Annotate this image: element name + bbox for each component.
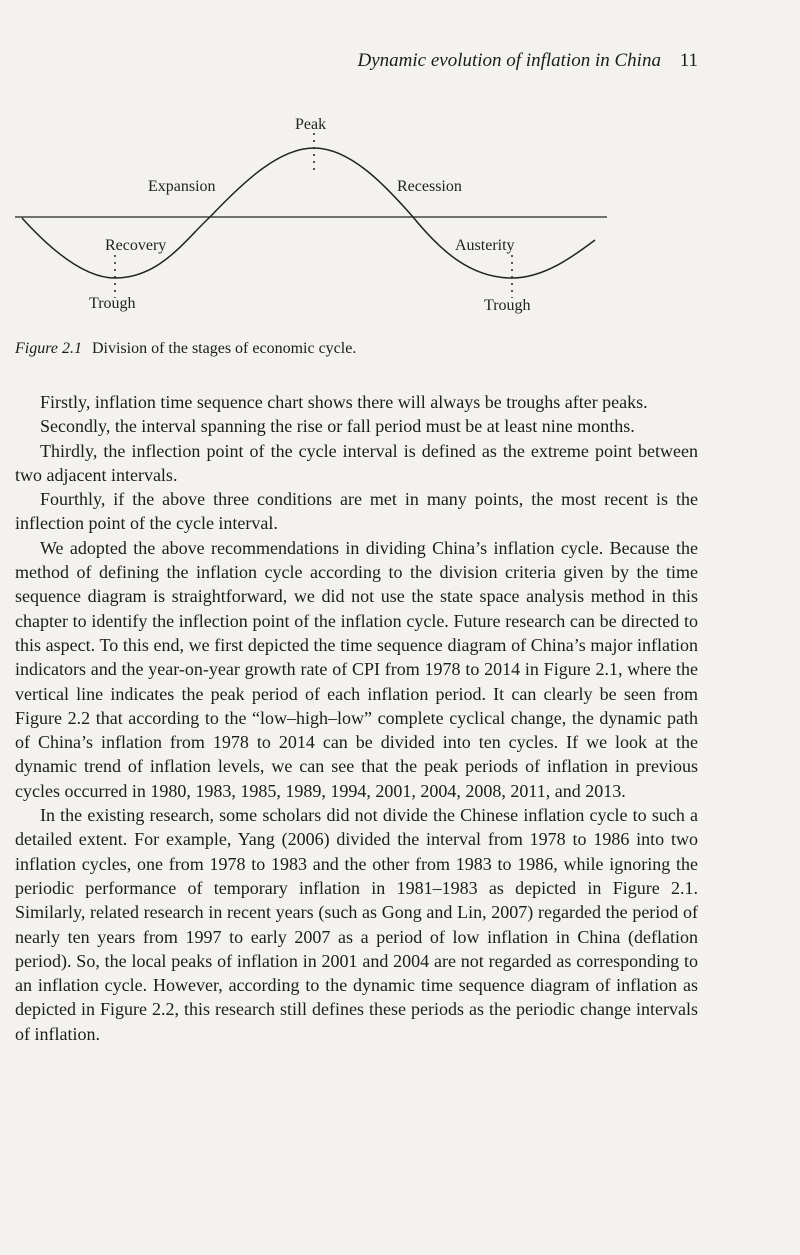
paragraph-3: Thirdly, the inflection point of the cycle interval is defined as the extreme point between two adjacent intervals. [15,440,698,485]
paragraph-4: Fourthly, if the above three conditions are met in many points, the most recent is the inflection point of the cycle interval. [15,489,698,534]
running-header [358,50,699,72]
figure-caption-text: Division of the stages of economic cycle. [91,340,357,357]
paragraph-1: Firstly, inflation time sequence chart shows there will always be troughs after peaks. [40,392,648,412]
running-title: Dynamic evolution of inflation in China [357,50,661,71]
economic-cycle-figure [0,100,800,330]
peak-label: Peak [295,116,327,133]
austerity-label: Austerity [455,237,515,254]
figure-caption [15,340,356,358]
paragraph-6: In the existing research, some scholars did not divide the Chinese inflation cycle to such a detailed extent. For example, Yang (2006) divided the interval from 1978 to 1986 into two inflation cycles, one from 1978 to 1983 and the other from 1983 to 1986, while ignoring the periodic performance of temporary inflation in 1981–1983 as depicted in Figure 2.1. Similarly, related research in recent years (such as Gong and Lin, 2007) regarded the period of nearly ten years from 1997 to early 2007 as a period of low inflation in China (deflation period). So, the local peaks of inflation in 2001 and 2004 are not regarded as corresponding to an inflation cycle. However, according to the dynamic time sequence diagram of inflation as depicted in Figure 2.2, this research still defines these periods as the periodic change intervals of inflation. [15,805,698,1044]
recession-label: Recession [397,178,462,195]
economic-cycle-diagram [0,100,800,330]
trough-left-label: Trough [89,295,136,312]
paragraph-2: Secondly, the interval spanning the rise or fall period must be at least nine months. [40,416,635,437]
page-number: 11 [679,50,698,71]
expansion-label: Expansion [148,178,216,195]
recovery-label: Recovery [105,237,167,254]
trough-right-label: Trough [484,297,531,314]
paragraph-5: We adopted the above recommendations in dividing China’s inflation cycle. Because the method of defining the inflation cycle according to the division criteria given by the time sequence diagram is straightforward, we did not use the state space analysis method in this chapter to identify the inflection point of the inflation cycle. Future research can be directed to this aspect. To this end, we first depicted the time sequence diagram of China’s major inflation indicators and the year-on-year growth rate of CPI from 1978 to 2014 in Figure 2.1, where the vertical line indicates the peak period of each inflation period. It can clearly be seen from Figure 2.2 that according to the “low–high–low” complete cyclical change, the dynamic path of China’s inflation from 1978 to 2014 can be divided into ten cycles. If we look at the dynamic trend of inflation levels, we can see that the peak periods of inflation in previous cycles occurred in 1980, 1983, 1985, 1989, 1994, 2001, 2004, 2008, 2011, and 2013. [15,537,698,801]
figure-number: Figure 2.1 [15,340,82,357]
cycle-curve [22,148,595,278]
body-text [15,390,698,1046]
